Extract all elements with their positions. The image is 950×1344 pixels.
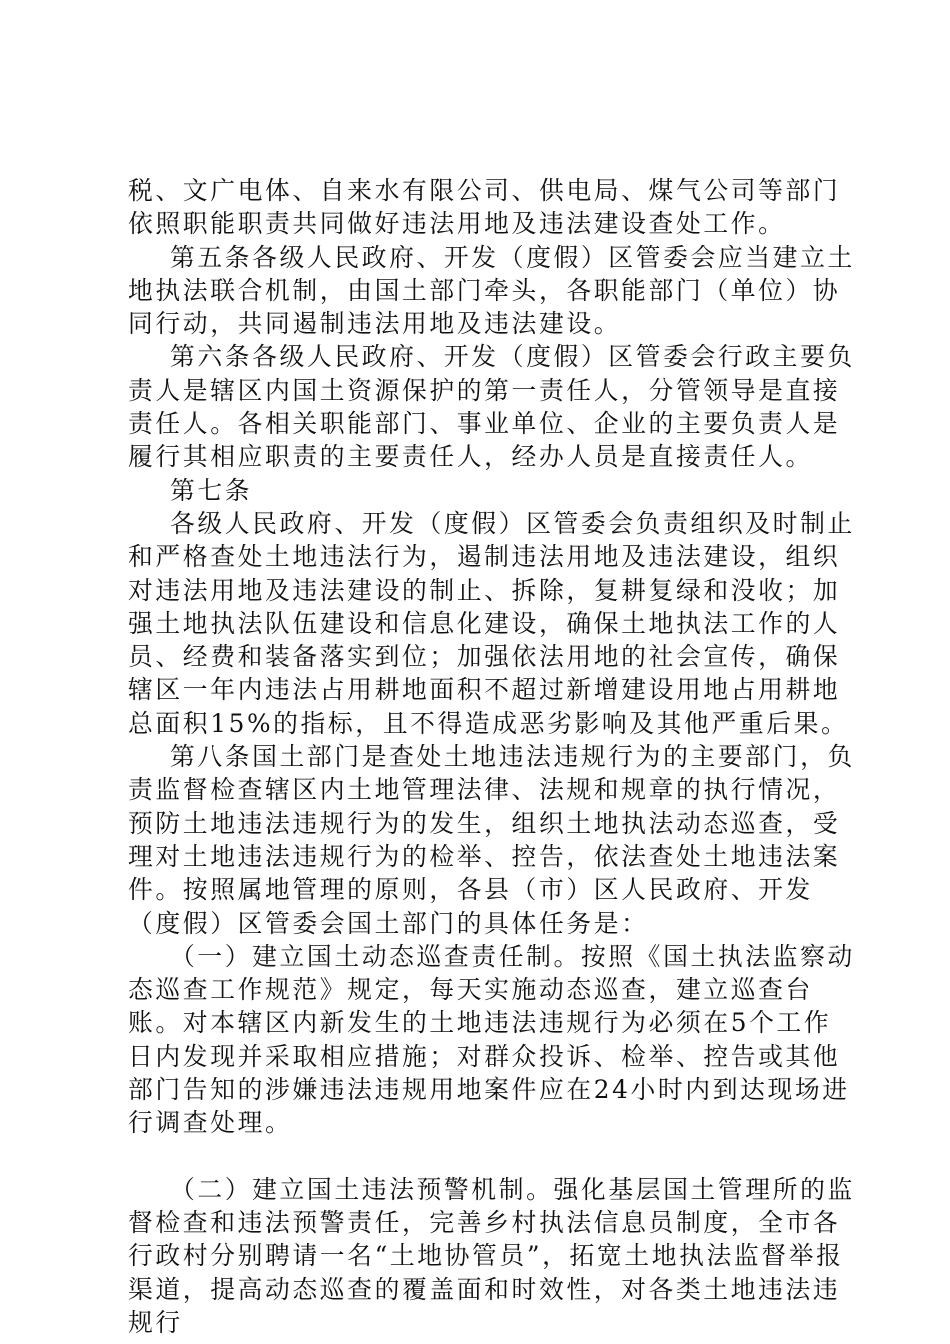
paragraph-continuation: 税、文广电体、自来水有限公司、供电局、煤气公司等部门依照职能职责共同做好违法用地及违法建设查处工作。 (128, 176, 841, 239)
blank-line (128, 1140, 858, 1173)
paragraph-item-1: （一）建立国土动态巡查责任制。按照《国土执法监察动态巡查工作规范》规定，每天实施动态巡查，建立巡查台账。对本辖区内新发生的土地违法违规行为必须在5个工作日内发现并采取相应措施；对群众投诉、检举、控告或其他部门告知的涉嫌违法违规用地案件应在24小时内到达现场进行调查处理。 (128, 941, 855, 1138)
paragraph-item-2: （二）建立国土违法预警机制。强化基层国土管理所的监督检查和违法预警责任，完善乡村执法信息员制度，全市各行政村分别聘请一名“土地协管员”，拓宽土地执法监督举报渠道，提高动态巡查的覆盖面和时效性，对各类土地违法违规行 (128, 1174, 855, 1337)
document-body (128, 174, 858, 1339)
paragraph-article-7-heading: 第七条 (128, 475, 253, 505)
paragraph-article-5: 第五条各级人民政府、开发（度假）区管委会应当建立土地执法联合机制，由国土部门牵头，各职能部门（单位）协同行动，共同遏制违法用地及违法建设。 (128, 242, 855, 339)
paragraph-article-8: 第八条国土部门是查处土地违法违规行为的主要部门，负责监督检查辖区内土地管理法律、法规和规章的执行情况，预防土地违法违规行为的发生，组织土地执法动态巡查，受理对土地违法违规行为的检举、控告，依法查处土地违法案件。按照属地管理的原则，各县（市）区人民政府、开发（度假）区管委会国土部门的具体任务是： (128, 742, 855, 938)
paragraph-article-7-body: 各级人民政府、开发（度假）区管委会负责组织及时制止和严格查处土地违法行为，遏制违法用地及违法建设，组织对违法用地及违法建设的制止、拆除，复耕复绿和没收；加强土地执法队伍建设和信息化建设，确保土地执法工作的人员、经费和装备落实到位；加强依法用地的社会宣传，确保辖区一年内违法占用耕地面积不超过新增建设用地占用耕地总面积15%的指标，且不得造成恶劣影响及其他严重后果。 (128, 508, 855, 738)
paragraph-article-6: 第六条各级人民政府、开发（度假）区管委会行政主要负责人是辖区内国土资源保护的第一责任人，分管领导是直接责任人。各相关职能部门、事业单位、企业的主要负责人是履行其相应职责的主要责任人，经办人员是直接责任人。 (128, 342, 855, 472)
